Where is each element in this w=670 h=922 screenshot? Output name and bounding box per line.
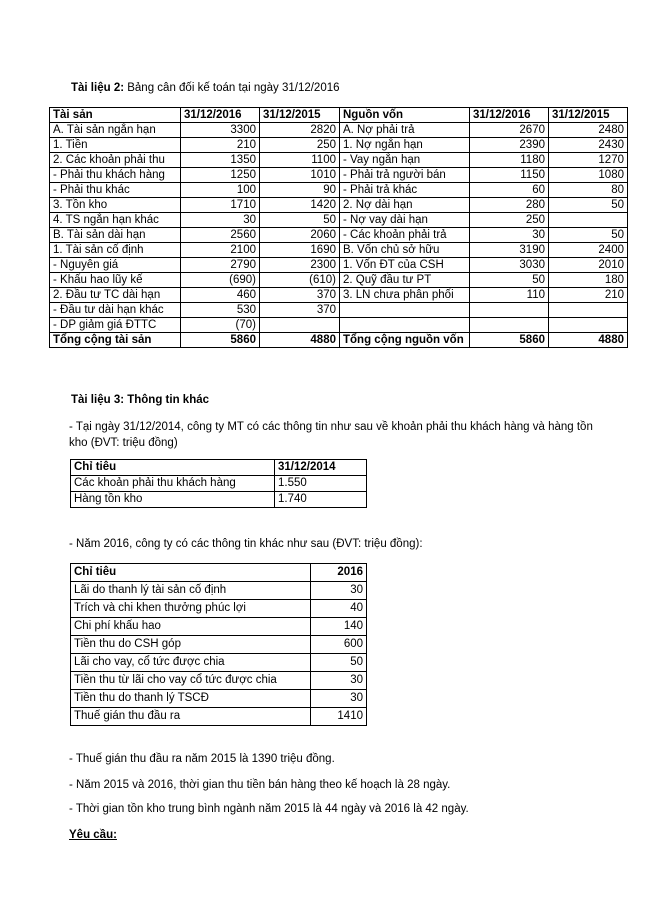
table-row [50, 273, 628, 288]
table-row [50, 213, 628, 228]
doc2-title [71, 81, 340, 95]
table-row [50, 168, 628, 183]
table-row [71, 636, 367, 654]
table-row-cell: - Phải trả người bán [340, 168, 470, 183]
doc3-para1-line1: - Tại ngày 31/12/2014, công ty MT có các thông tin như sau về khoản phải thu khách hàng và hàng tồn [69, 421, 593, 433]
table-row-cell: 1. Nợ ngắn hạn [340, 138, 470, 153]
table-row-cell: 2. Đầu tư TC dài hạn [50, 288, 181, 303]
table-row [71, 600, 367, 618]
table-row-cell: - Đầu tư dài hạn khác [50, 303, 181, 318]
table-row-cell: 2. Nợ dài hạn [340, 198, 470, 213]
doc3-para1-line2: kho (ĐVT: triệu đồng) [69, 437, 178, 449]
table-row-cell: 2430 [549, 138, 628, 153]
table-row-cell: Các khoản phải thu khách hàng [71, 476, 275, 492]
table-row-cell [260, 318, 340, 333]
table-row-cell [340, 318, 470, 333]
table-row-cell: 40 [311, 600, 367, 618]
table-row-cell: 370 [260, 303, 340, 318]
table-row-cell: 90 [260, 183, 340, 198]
table-header-row-cell: Tài sản [50, 108, 181, 123]
table-row-cell: 140 [311, 618, 367, 636]
table-row-cell: 50 [549, 198, 628, 213]
table-row [71, 672, 367, 690]
table-row-cell: 80 [549, 183, 628, 198]
table-row-cell: 1420 [260, 198, 340, 213]
other-info-2016-table [70, 563, 367, 726]
table-row-cell: 370 [260, 288, 340, 303]
table-row [50, 198, 628, 213]
table-row-cell: (70) [181, 318, 260, 333]
table-row-cell [470, 318, 549, 333]
table-row-cell: 1270 [549, 153, 628, 168]
table-row-cell: B. Vốn chủ sở hữu [340, 243, 470, 258]
table-row-cell: 1010 [260, 168, 340, 183]
table-row-cell: 2480 [549, 123, 628, 138]
table-row-cell: 2010 [549, 258, 628, 273]
table-row-cell: 2. Quỹ đầu tư PT [340, 273, 470, 288]
table-row-cell [340, 303, 470, 318]
table-row [50, 318, 628, 333]
table-row-cell: (610) [260, 273, 340, 288]
table-row-cell [549, 213, 628, 228]
table-header-row-cell: 31/12/2015 [549, 108, 628, 123]
table-row-cell: Thuế gián thu đầu ra [71, 708, 311, 726]
table-row-cell: 30 [181, 213, 260, 228]
table-total-row-cell: 5860 [470, 333, 549, 348]
table-row-cell: 1.740 [275, 492, 367, 508]
table-row-cell: 50 [260, 213, 340, 228]
table-row-cell: 1. Tài sản cố định [50, 243, 181, 258]
table-row-cell: (690) [181, 273, 260, 288]
table-row-cell: 1. Tiền [50, 138, 181, 153]
table-row [50, 228, 628, 243]
table-row-cell: A. Tài sản ngắn hạn [50, 123, 181, 138]
table-row-cell: - Khấu hao lũy kế [50, 273, 181, 288]
table-row-cell: - DP giảm giá ĐTTC [50, 318, 181, 333]
table-row-cell: Hàng tồn kho [71, 492, 275, 508]
table-row-cell: 50 [470, 273, 549, 288]
table-row-cell: 2060 [260, 228, 340, 243]
table-row-cell: 2790 [181, 258, 260, 273]
table-header-row-cell: 31/12/2016 [181, 108, 260, 123]
table-row-cell [549, 303, 628, 318]
table-row-cell: 460 [181, 288, 260, 303]
table-row-cell: Lãi do thanh lý tài sản cố định [71, 582, 311, 600]
table-header-row [71, 460, 367, 476]
table-total-row-cell: 4880 [260, 333, 340, 348]
table-row-cell: 2300 [260, 258, 340, 273]
table-row-cell: 3. LN chưa phân phối [340, 288, 470, 303]
table-row [50, 303, 628, 318]
table-header-row-cell: Nguồn vốn [340, 108, 470, 123]
table-row-cell: - Phải thu khách hàng [50, 168, 181, 183]
table-row-cell: 30 [311, 672, 367, 690]
table-row-cell: 100 [181, 183, 260, 198]
table-row-cell: 250 [260, 138, 340, 153]
table-row-cell: - Nguyên giá [50, 258, 181, 273]
table-row-cell: 1690 [260, 243, 340, 258]
table-row-cell: 2670 [470, 123, 549, 138]
table-row-cell: 30 [311, 582, 367, 600]
table-total-row-cell: 5860 [181, 333, 260, 348]
table-total-row-cell: 4880 [549, 333, 628, 348]
table-row-cell: 2560 [181, 228, 260, 243]
table-row-cell: 110 [470, 288, 549, 303]
table-row-cell: Trích và chi khen thưởng phúc lợi [71, 600, 311, 618]
table-header-row [71, 564, 367, 582]
table-row-cell: Tiền thu từ lãi cho vay cổ tức được chia [71, 672, 311, 690]
doc2-title-label: Tài liệu 2: [71, 82, 125, 94]
table-row-cell: 1180 [470, 153, 549, 168]
table-row [71, 492, 367, 508]
table-row-cell: 3300 [181, 123, 260, 138]
table-row-cell: - Phải thu khác [50, 183, 181, 198]
table-row-cell: 1080 [549, 168, 628, 183]
table-row-cell: A. Nợ phải trả [340, 123, 470, 138]
table-row [50, 138, 628, 153]
table-row-cell [549, 318, 628, 333]
table-header-row-cell: 31/12/2014 [275, 460, 367, 476]
table-row-cell: Tiền thu do thanh lý TSCĐ [71, 690, 311, 708]
table-row [71, 654, 367, 672]
doc2-title-text: Bảng cân đối kế toán tại ngày 31/12/2016 [124, 82, 340, 94]
table-total-row-cell: Tổng cộng nguồn vốn [340, 333, 470, 348]
table-row-cell: 50 [311, 654, 367, 672]
table-row-cell: 1250 [181, 168, 260, 183]
table-row-cell: 2820 [260, 123, 340, 138]
table-row-cell: 1410 [311, 708, 367, 726]
note-1: - Thuế gián thu đầu ra năm 2015 là 1390 triệu đồng. [69, 753, 335, 765]
table-row [71, 618, 367, 636]
table-row-cell: 1710 [181, 198, 260, 213]
table-row-cell: Chi phí khấu hao [71, 618, 311, 636]
table-row [50, 183, 628, 198]
table-row [50, 288, 628, 303]
table-row-cell: 210 [549, 288, 628, 303]
table-row-cell: - Phải trả khác [340, 183, 470, 198]
table-row-cell: 3. Tồn kho [50, 198, 181, 213]
table-header-row-cell: 31/12/2015 [260, 108, 340, 123]
doc3-para2: - Năm 2016, công ty có các thông tin khác như sau (ĐVT: triệu đồng): [69, 538, 423, 550]
table-header-row-cell: 31/12/2016 [470, 108, 549, 123]
table-row-cell: 3190 [470, 243, 549, 258]
table-row [71, 690, 367, 708]
table-header-row [50, 108, 628, 123]
table-row-cell: 180 [549, 273, 628, 288]
table-row-cell: 250 [470, 213, 549, 228]
table-total-row-cell: Tổng cộng tài sản [50, 333, 181, 348]
requirement-heading: Yêu cầu: [69, 829, 117, 841]
table-row-cell: B. Tài sản dài hạn [50, 228, 181, 243]
table-row [50, 153, 628, 168]
table-row-cell: 30 [311, 690, 367, 708]
table-row-cell: - Các khoản phải trả [340, 228, 470, 243]
balance-sheet-table [49, 107, 628, 348]
table-row-cell: 50 [549, 228, 628, 243]
table-row-cell: Tiền thu do CSH góp [71, 636, 311, 654]
table-header-row-cell: Chỉ tiêu [71, 460, 275, 476]
table-row-cell: 3030 [470, 258, 549, 273]
table-row-cell: 1150 [470, 168, 549, 183]
table-row-cell: 2390 [470, 138, 549, 153]
table-row-cell: 30 [470, 228, 549, 243]
table-row [71, 582, 367, 600]
table-row-cell: 2100 [181, 243, 260, 258]
table-row-cell: 600 [311, 636, 367, 654]
table-row-cell: 210 [181, 138, 260, 153]
table-row [71, 476, 367, 492]
note-3: - Thời gian tồn kho trung bình ngành năm 2015 là 44 ngày và 2016 là 42 ngày. [69, 803, 469, 815]
table-row [71, 708, 367, 726]
table-header-row-cell: 2016 [311, 564, 367, 582]
table-row-cell [470, 303, 549, 318]
table-row-cell: 4. TS ngắn hạn khác [50, 213, 181, 228]
table-row [50, 123, 628, 138]
note-2: - Năm 2015 và 2016, thời gian thu tiền bán hàng theo kế hoạch là 28 ngày. [69, 779, 451, 791]
table-row-cell: 2400 [549, 243, 628, 258]
table-row-cell: 1. Vốn ĐT của CSH [340, 258, 470, 273]
table-row-cell: 530 [181, 303, 260, 318]
table-row [50, 258, 628, 273]
table-row-cell: 60 [470, 183, 549, 198]
table-row-cell: 1100 [260, 153, 340, 168]
table-row-cell: - Nợ vay dài hạn [340, 213, 470, 228]
table-row-cell: 1.550 [275, 476, 367, 492]
table-total-row [50, 333, 628, 348]
table-row-cell: 2. Các khoản phải thu [50, 153, 181, 168]
table-row-cell: 1350 [181, 153, 260, 168]
doc3-title: Tài liệu 3: Thông tin khác [71, 394, 210, 406]
table-row [50, 243, 628, 258]
receivables-inventory-table [70, 459, 367, 508]
table-row-cell: 280 [470, 198, 549, 213]
table-row-cell: - Vay ngắn hạn [340, 153, 470, 168]
table-row-cell: Lãi cho vay, cổ tức được chia [71, 654, 311, 672]
table-header-row-cell: Chỉ tiêu [71, 564, 311, 582]
